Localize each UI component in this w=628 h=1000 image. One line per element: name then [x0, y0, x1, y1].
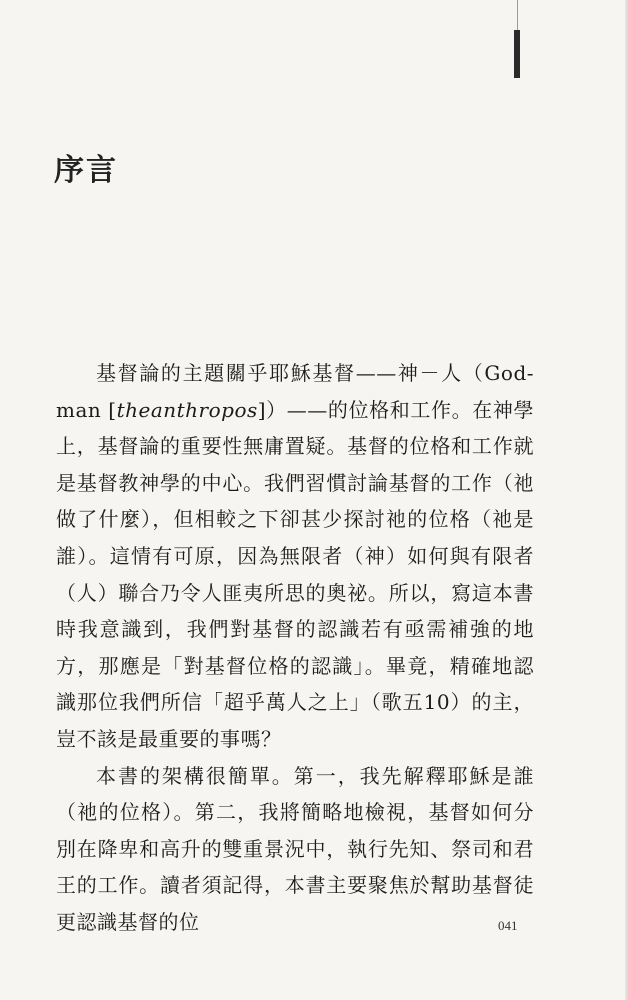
paragraph-1-text-b: ]）——的位格和工作。在神學上，基督論的重要性無庸置疑。基督的位格和工作就是基督教神學的中心。我們習慣討論基督的工作（祂做了什麼），但相較之下卻甚少探討祂的位格（祂是誰）。這情有可原，因為無限者（神）如何與有限者（人）聯合乃令人匪夷所思的奧祕。所以，寫這本書時我意識到，我們對基督的認識若有亟需補強的地方，那應是「對基督位格的認識」。畢竟，精確地認識那位我們所信「超乎萬人之上」（歌五10）的主，豈不該是最重要的事嗎？	[56, 397, 534, 751]
paragraph-1	[56, 355, 534, 758]
page-edge-line	[517, 0, 518, 32]
paragraph-1-italic-term: theanthropos	[116, 397, 258, 422]
page-number: 041	[498, 918, 518, 933]
paragraph-1-text-a: 基督論的主題關乎耶穌基督——神－人（God-man [	[56, 361, 534, 422]
chapter-title: 序言	[54, 153, 118, 188]
chapter-edge-marker	[514, 30, 520, 78]
body-text	[56, 355, 534, 941]
paragraph-2: 本書的架構很簡單。第一，我先解釋耶穌是誰（祂的位格）。第二，我將簡略地檢視，基督如何分別在降卑和高升的雙重景況中，執行先知、祭司和君王的工作。讀者須記得，本書主要聚焦於幫助基督徒更認識基督的位	[56, 763, 534, 934]
